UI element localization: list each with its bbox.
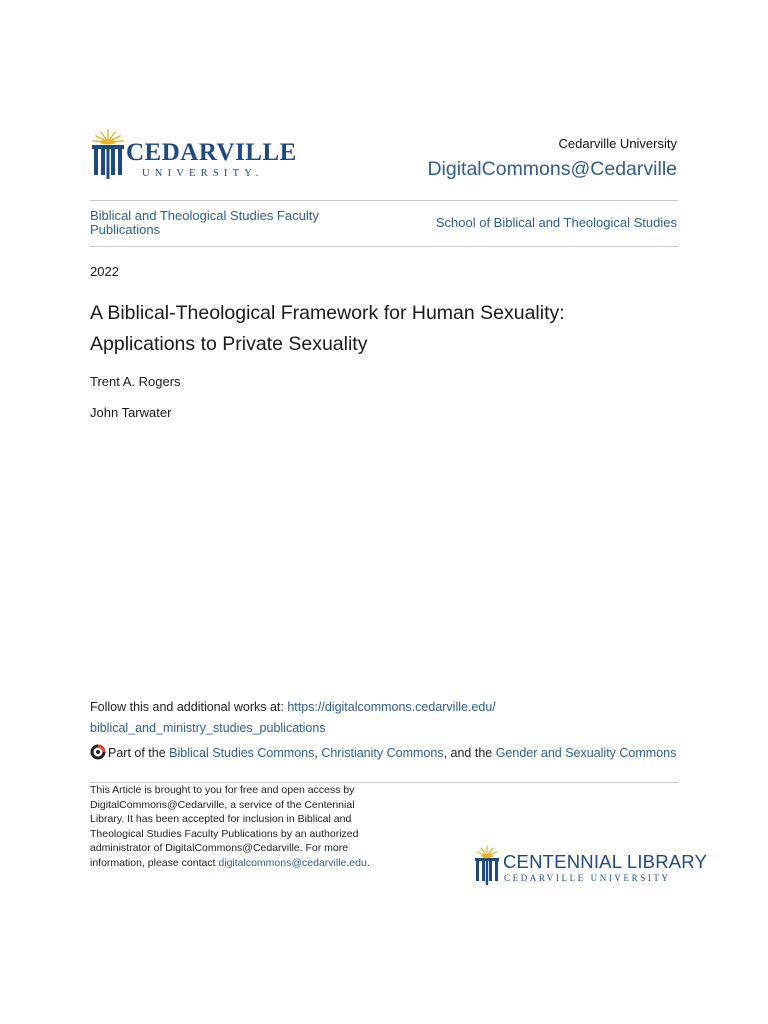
logo-subtitle: UNIVERSITY. <box>142 168 264 179</box>
divider-top <box>90 200 678 201</box>
logo-wordmark: CEDARVILLE <box>126 139 297 166</box>
institution-name: Cedarville University <box>558 136 677 151</box>
school-link[interactable]: School of Biblical and Theological Studies <box>435 215 677 230</box>
publication-year: 2022 <box>90 264 119 279</box>
bepress-network-icon <box>90 744 106 763</box>
part-of-separator: , <box>314 746 322 760</box>
author-name: Trent A. Rogers <box>90 374 181 389</box>
follow-label: Follow this and additional works at: <box>90 700 288 714</box>
repository-link[interactable]: DigitalCommons@Cedarville <box>427 158 677 180</box>
notice-text: This Article is brought to you for free and open access by DigitalCommons@Cedarville, a service of the Centennial Library. It has been accepted for inclusion in Biblical and Theological Studies Faculty Publications by an authorized administrator of DigitalCommons@Cedarville. For more information, please contact <box>90 784 359 869</box>
library-subtitle: CEDARVILLE UNIVERSITY <box>504 873 671 883</box>
access-notice <box>90 783 390 870</box>
divider-middle <box>90 246 678 247</box>
series-link[interactable]: Biblical and Theological Studies Faculty Publications <box>90 208 319 237</box>
torch-columns-logo-icon <box>90 128 126 184</box>
centennial-library-logo <box>473 845 708 889</box>
part-of-separator: , and the <box>443 746 496 760</box>
commons-link-gender-sexuality[interactable]: Gender and Sexuality Commons <box>495 746 677 760</box>
cedarville-logo <box>90 128 305 184</box>
author-name: John Tarwater <box>90 405 172 420</box>
follow-url-link-continued[interactable]: biblical_and_ministry_studies_publications <box>90 721 326 735</box>
library-wordmark: CENTENNIAL LIBRARY <box>503 851 708 872</box>
torch-columns-logo-icon <box>473 845 501 887</box>
commons-link-christianity[interactable]: Christianity Commons <box>321 746 444 760</box>
contact-email-link[interactable]: digitalcommons@cedarville.edu <box>218 856 367 869</box>
part-of-prefix: Part of the <box>108 746 170 760</box>
follow-line <box>90 700 496 714</box>
notice-end: . <box>366 856 370 869</box>
part-of-line <box>90 744 676 763</box>
article-title: A Biblical-Theological Framework for Human Sexuality: Applications to Private Sexuality <box>90 302 565 355</box>
follow-url-link[interactable]: https://digitalcommons.cedarville.edu/ <box>287 700 496 714</box>
commons-link-biblical-studies[interactable]: Biblical Studies Commons <box>169 746 315 760</box>
